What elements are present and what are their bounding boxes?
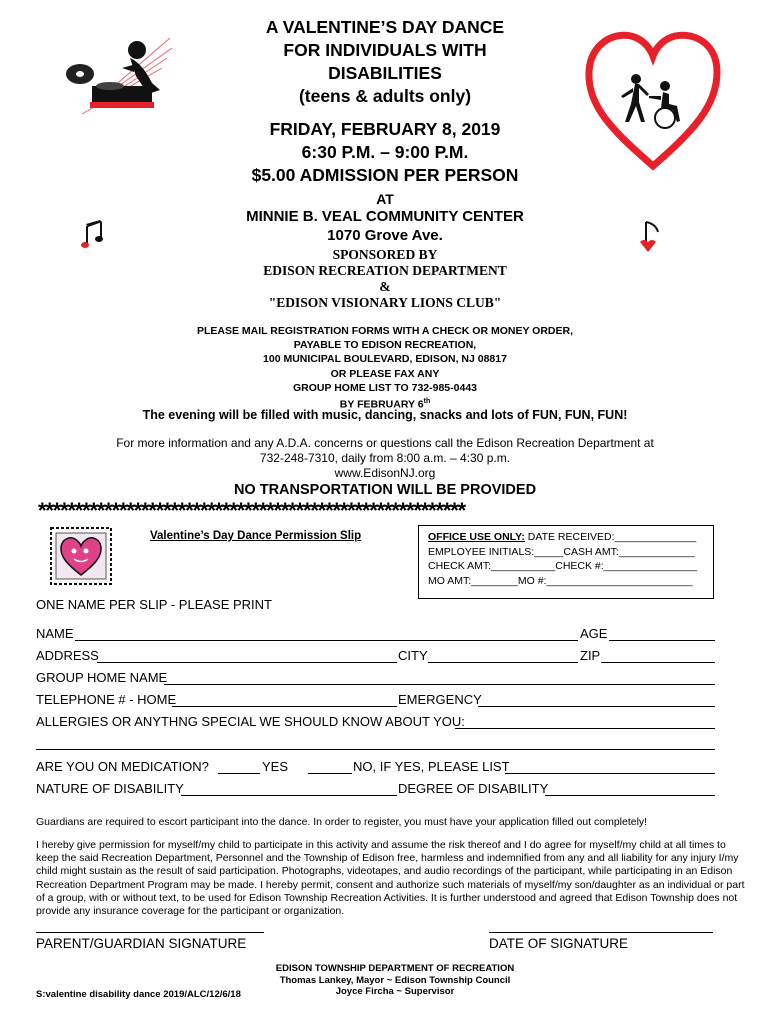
info-line-3: www.EdisonNJ.org bbox=[334, 466, 436, 480]
waiver-line-5: of a group, with or without text, to be used for Edison Township Recreation Activities. It is further understood and agreed that Edison Township does not bbox=[36, 891, 738, 904]
group-home-field[interactable] bbox=[164, 684, 715, 685]
mail-line-3: 100 MUNICIPAL BOULEVARD, EDISON, NJ 08817 bbox=[263, 353, 507, 366]
date-signature-field[interactable] bbox=[489, 932, 713, 933]
slip-title: Valentine’s Day Dance Permission Slip bbox=[150, 530, 362, 542]
nature-field[interactable] bbox=[181, 795, 397, 796]
footer-supervisor: Joyce Fircha ~ Supervisor bbox=[335, 986, 455, 997]
one-name-instruction: ONE NAME PER SLIP - PLEASE PRINT bbox=[36, 597, 272, 612]
heart-dancers-icon bbox=[583, 26, 723, 176]
info-line-1: For more information and any A.D.A. concerns or questions call the Edison Recreation Department at bbox=[116, 436, 654, 450]
music-note-icon bbox=[636, 220, 662, 254]
deadline-sup: th bbox=[423, 398, 431, 406]
stamp-heart-icon bbox=[50, 527, 112, 585]
allergies-field-line-2[interactable] bbox=[36, 749, 715, 750]
allergies-label: ALLERGIES OR ANYTHNG SPECIAL WE SHOULD KNOW ABOUT YOU: bbox=[36, 714, 465, 729]
at-label: AT bbox=[376, 191, 394, 207]
office-use-heading: OFFICE USE ONLY: bbox=[428, 531, 525, 543]
zip-field[interactable] bbox=[601, 662, 715, 663]
waiver-line-4: Recreation Department Program may be made. I hereby permit, consent and authorize such materials of myself/my son/daughter as an individual or part bbox=[36, 878, 745, 891]
age-field[interactable] bbox=[609, 640, 715, 641]
sponsor-2: "EDISON VISIONARY LIONS CLUB" bbox=[268, 295, 502, 310]
address-label: ADDRESS bbox=[36, 648, 99, 663]
event-title bbox=[150, 16, 620, 108]
title-line-4: (teens & adults only) bbox=[298, 86, 472, 106]
telephone-label: TELEPHONE # - HOME bbox=[36, 692, 177, 707]
mail-line-1: PLEASE MAIL REGISTRATION FORMS WITH A CHECK OR MONEY ORDER, bbox=[196, 325, 574, 337]
mail-line-2: PAYABLE TO EDISON RECREATION, bbox=[293, 339, 477, 352]
event-admission: $5.00 ADMISSION PER PERSON bbox=[251, 165, 519, 185]
allergies-field[interactable] bbox=[455, 728, 715, 729]
office-use-box bbox=[418, 525, 714, 599]
ampersand: & bbox=[379, 279, 391, 294]
event-time: 6:30 P.M. – 9:00 P.M. bbox=[301, 142, 469, 162]
city-field[interactable] bbox=[428, 662, 578, 663]
waiver-line-1: I hereby give permission for myself/my child to participate in this activity and assume the risk thereof and I do agree for myself/my child at all times to bbox=[36, 839, 726, 851]
name-field[interactable] bbox=[75, 640, 578, 641]
footer-mayor: Thomas Lankey, Mayor ~ Edison Township Council bbox=[279, 974, 511, 986]
parent-signature-field[interactable] bbox=[36, 932, 264, 933]
footer-file-ref: S:valentine disability dance 2019/ALC/12/6/18 bbox=[36, 989, 241, 1000]
mail-line-5: GROUP HOME LIST TO 732-985-0443 bbox=[292, 381, 477, 394]
waiver-line-2: keep the said Recreation Department, Personnel and the Township of Edison free, harmless and indemnified from any and all liability for any injury I/my bbox=[36, 852, 739, 865]
check-amt-field: CHECK AMT:___________CHECK #:________________ bbox=[428, 560, 698, 572]
waiver-line-3: child might sustain as the result of said participation. Photographs, videotapes, and audio recordings of the participant, while participating in an Edison bbox=[36, 865, 733, 878]
sponsored-by: SPONSORED BY bbox=[332, 247, 438, 262]
no-transport-notice: NO TRANSPORTATION WILL BE PROVIDED bbox=[233, 482, 537, 498]
age-label: AGE bbox=[580, 626, 608, 641]
title-line-1: A VALENTINE’S DAY DANCE bbox=[265, 17, 505, 37]
medication-list-field[interactable] bbox=[505, 773, 715, 774]
asterisk-divider: ********************************************************** bbox=[38, 498, 465, 523]
info-line-2: 732-248-7310, daily from 8:00 a.m. – 4:30 p.m. bbox=[259, 451, 511, 465]
no-list-label: NO, IF YES, PLEASE LIST bbox=[353, 759, 510, 774]
venue-name: MINNIE B. VEAL COMMUNITY CENTER bbox=[246, 208, 524, 225]
music-note-icon bbox=[80, 218, 106, 252]
emergency-label: EMERGENCY bbox=[398, 692, 482, 707]
title-line-3: DISABILITIES bbox=[328, 63, 442, 83]
city-label: CITY bbox=[398, 648, 428, 663]
venue-address: 1070 Grove Ave. bbox=[327, 227, 443, 244]
nature-label: NATURE OF DISABILITY bbox=[36, 781, 184, 796]
waiver-text bbox=[36, 839, 745, 918]
address-field[interactable] bbox=[97, 662, 397, 663]
evening-text: The evening will be filled with music, dancing, snacks and lots of FUN, FUN, FUN! bbox=[142, 408, 628, 422]
title-line-2: FOR INDIVIDUALS WITH bbox=[283, 40, 487, 60]
emergency-field[interactable] bbox=[478, 706, 715, 707]
sponsor-1: EDISON RECREATION DEPARTMENT bbox=[263, 263, 507, 278]
guardians-notice: Guardians are required to escort participant into the dance. In order to register, you must have your application filled out completely! bbox=[36, 816, 648, 828]
date-signature-label: DATE OF SIGNATURE bbox=[489, 936, 629, 951]
degree-field[interactable] bbox=[545, 795, 715, 796]
yes-label: YES bbox=[262, 759, 289, 774]
date-received-field: DATE RECEIVED:______________ bbox=[527, 531, 697, 543]
waiver-line-6: provide any insurance coverage for the participant or organization. bbox=[36, 905, 345, 918]
deadline-text: BY FEBRUARY 6 bbox=[339, 398, 424, 411]
yes-blank[interactable] bbox=[218, 773, 260, 774]
zip-label: ZIP bbox=[580, 648, 601, 663]
name-label: NAME bbox=[36, 626, 74, 641]
group-home-label: GROUP HOME NAME bbox=[36, 670, 168, 685]
mo-amt-field: MO AMT:________MO #:_________________________ bbox=[428, 574, 693, 587]
employee-initials-field: EMPLOYEE INITIALS:_____CASH AMT:_____________ bbox=[428, 545, 695, 558]
degree-label: DEGREE OF DISABILITY bbox=[398, 781, 549, 796]
medication-label: ARE YOU ON MEDICATION? bbox=[36, 759, 209, 774]
telephone-field[interactable] bbox=[172, 706, 397, 707]
parent-signature-label: PARENT/GUARDIAN SIGNATURE bbox=[36, 936, 247, 951]
event-date: FRIDAY, FEBRUARY 8, 2019 bbox=[269, 119, 501, 139]
mail-line-4: OR PLEASE FAX ANY bbox=[330, 367, 440, 380]
no-blank[interactable] bbox=[308, 773, 352, 774]
footer-dept: EDISON TOWNSHIP DEPARTMENT OF RECREATION bbox=[275, 963, 515, 974]
